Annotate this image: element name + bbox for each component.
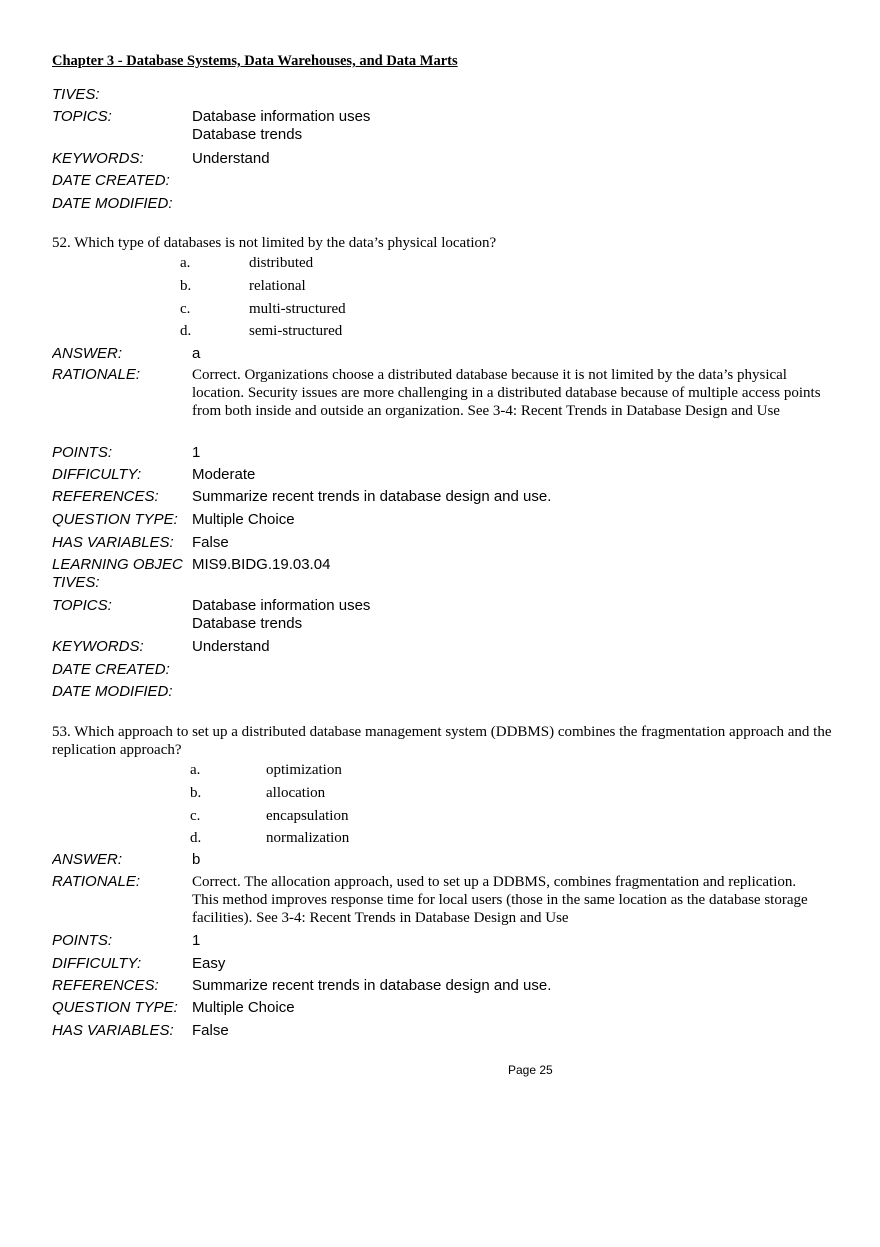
- topics-label: TOPICS:: [52, 597, 112, 614]
- question-type-value: Multiple Choice: [192, 511, 295, 528]
- choice-letter: d.: [180, 323, 192, 339]
- difficulty-label: DIFFICULTY:: [52, 466, 142, 483]
- keywords-value: Understand: [192, 150, 270, 167]
- has-variables-value: False: [192, 1022, 229, 1039]
- topic-item: Database information uses: [192, 597, 371, 614]
- references-value: Summarize recent trends in database design and use.: [192, 977, 552, 994]
- difficulty-value: Easy: [192, 955, 226, 972]
- question-type-value: Multiple Choice: [192, 999, 295, 1016]
- rationale-label: RATIONALE:: [52, 873, 141, 890]
- date-modified-label: DATE MODIFIED:: [52, 195, 173, 212]
- choice-text: relational: [249, 278, 306, 294]
- references-value: Summarize recent trends in database design and use.: [192, 488, 552, 505]
- rationale-value: Correct. Organizations choose a distributed database because it is not limited by the data’s physical location. Security issues are more challenging in a distributed database because of multiple access points from both inside and outside an organization. See 3-4: Recent Trends in Database Design and Use: [192, 367, 821, 419]
- question-type-label: QUESTION TYPE:: [52, 511, 178, 528]
- topic-item: Database trends: [192, 126, 303, 143]
- rationale-label: RATIONALE:: [52, 366, 141, 383]
- learning-objectives-label: LEARNING OBJEC: [52, 556, 183, 573]
- points-label: POINTS:: [52, 444, 113, 461]
- date-created-label: DATE CREATED:: [52, 172, 170, 189]
- difficulty-label: DIFFICULTY:: [52, 955, 142, 972]
- answer-value: a: [192, 345, 201, 362]
- choice-text: optimization: [266, 762, 342, 778]
- keywords-label: KEYWORDS:: [52, 638, 144, 655]
- keywords-value: Understand: [192, 638, 270, 655]
- has-variables-label: HAS VARIABLES:: [52, 1022, 174, 1039]
- has-variables-value: False: [192, 534, 229, 551]
- choice-letter: b.: [190, 785, 202, 801]
- topics-label: TOPICS:: [52, 108, 112, 125]
- page-number: Page 25: [508, 1063, 553, 1077]
- references-label: REFERENCES:: [52, 977, 159, 994]
- date-created-label: DATE CREATED:: [52, 661, 170, 678]
- topics-value: [192, 597, 837, 633]
- choice-text: distributed: [249, 255, 314, 271]
- date-modified-label: DATE MODIFIED:: [52, 683, 173, 700]
- question-53-text: 53. Which approach to set up a distributed database management system (DDBMS) combines the fragmentation approach and the replication approach?: [52, 724, 832, 758]
- topics-value: [192, 108, 837, 144]
- tives-label: TIVES:: [52, 574, 100, 591]
- choice-letter: b.: [180, 278, 192, 294]
- choice-letter: c.: [190, 808, 201, 824]
- topic-item: Database trends: [192, 615, 303, 632]
- rationale-value: Correct. The allocation approach, used to set up a DDBMS, combines fragmentation and replication. This method improves response time for local users (those in the same location as the database storage facilities). See 3-4: Recent Trends in Database Design and Use: [192, 874, 808, 926]
- choice-text: encapsulation: [266, 808, 349, 824]
- question-52-text: 52. Which type of databases is not limited by the data’s physical location?: [52, 235, 497, 251]
- keywords-label: KEYWORDS:: [52, 150, 144, 167]
- answer-value: b: [192, 851, 201, 868]
- question-type-label: QUESTION TYPE:: [52, 999, 178, 1016]
- answer-label: ANSWER:: [52, 851, 123, 868]
- points-label: POINTS:: [52, 932, 113, 949]
- chapter-title: Chapter 3 - Database Systems, Data Warehouses, and Data Marts: [52, 53, 458, 69]
- topic-item: Database information uses: [192, 108, 371, 125]
- choice-text: allocation: [266, 785, 326, 801]
- choice-text: multi-structured: [249, 301, 346, 317]
- has-variables-label: HAS VARIABLES:: [52, 534, 174, 551]
- points-value: 1: [192, 444, 201, 461]
- difficulty-value: Moderate: [192, 466, 256, 483]
- tives-label: TIVES:: [52, 86, 100, 103]
- answer-label: ANSWER:: [52, 345, 123, 362]
- choice-text: normalization: [266, 830, 350, 846]
- points-value: 1: [192, 932, 201, 949]
- choice-letter: d.: [190, 830, 202, 846]
- learning-objectives-value: MIS9.BIDG.19.03.04: [192, 556, 331, 573]
- choice-letter: a.: [180, 255, 191, 271]
- references-label: REFERENCES:: [52, 488, 159, 505]
- choice-letter: a.: [190, 762, 201, 778]
- choice-text: semi-structured: [249, 323, 343, 339]
- choice-letter: c.: [180, 301, 191, 317]
